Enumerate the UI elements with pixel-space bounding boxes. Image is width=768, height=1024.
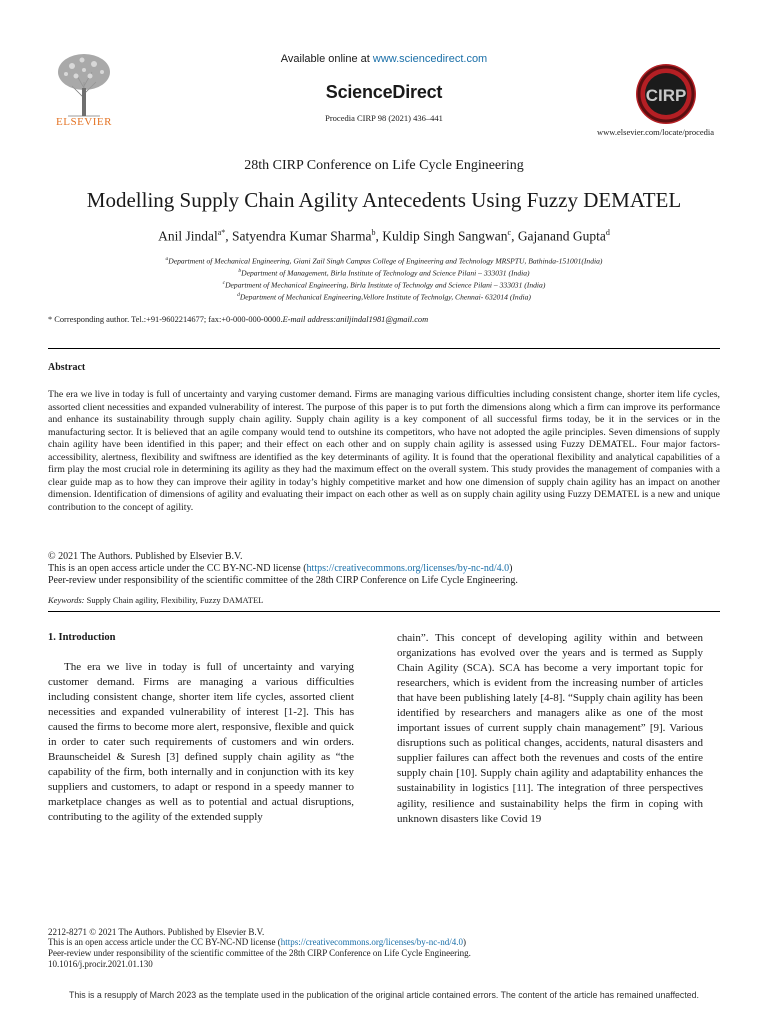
keywords: Keywords: Supply Chain agility, Flexibility, Fuzzy DAMATEL (48, 595, 264, 605)
author-3-sup: c (507, 228, 512, 237)
intro-paragraph-1: The era we live in today is full of uncertainty and varying customer demand. Firms are managing a various difficulties including consistent change, shorter item life cycles, assorted client necessities and expanded vulnerability of interest [1-2]. This has caused the firms to become more alert, responsive, flexible and quick in order to cater such requirements of customers and win orders. Braunscheidel & Suresh [3] defined supply chain agility as “the capability of the firm, both internally and in conjunction with its key suppliers and customers, to adapt or respond in a speedy manner to marketplace changes as well as to potential and actual disruptions, contributing to the agility of the extended supply (48, 661, 354, 824)
divider-top (48, 348, 720, 349)
affiliation-d: $^d$Department of Mechanical Engineering,Vellore Institute of Technolgy, Chennai- 632014 (India) (237, 292, 531, 302)
author-2-sup: b (371, 228, 376, 237)
footer-doi[interactable]: 10.1016/j.procir.2021.01.130 (48, 959, 153, 969)
section-heading-introduction: 1. Introduction (48, 632, 116, 643)
conference-name: 28th CIRP Conference on Life Cycle Engineering (244, 158, 524, 173)
sciencedirect-brand: ScienceDirect (325, 82, 443, 102)
author-2: Satyendra Kumar Sharma (232, 228, 372, 244)
intro-column-left (48, 660, 354, 826)
footer-peer-review: Peer-review under responsibility of the scientific committee of the 28th CIRP Conference on Life Cycle Engineering. (48, 948, 471, 958)
paper-title: Modelling Supply Chain Agility Antecedents Using Fuzzy DEMATEL (86, 188, 682, 212)
author-email[interactable]: E-mail address:aniljindal1981@gmail.com (282, 315, 429, 324)
keywords-label: Keywords: (48, 595, 85, 605)
resupply-note: This is a resupply of March 2023 as the template used in the publication of the original article contained errors. The content of the article has remained unaffected. (69, 990, 699, 1000)
available-online: Available online at www.sciencedirect.com (280, 53, 488, 65)
peer-review: Peer-review under responsibility of the scientific committee of the 28th CIRP Conference on Life Cycle Engineering. (48, 575, 518, 586)
copyright: © 2021 The Authors. Published by Elsevier B.V. (48, 551, 243, 562)
divider-bottom (48, 611, 720, 612)
journal-website[interactable]: www.elsevier.com/locate/procedia (597, 127, 714, 137)
author-1: Anil Jindal (158, 228, 218, 244)
author-4-sup: d (605, 228, 610, 237)
author-list: Anil Jindal$^{a*}$, Satyendra Kumar Sharma$^b$, Kuldip Singh Sangwan$^c$, Gajanand Gupta$^d$ (158, 228, 610, 244)
journal-reference: Procedia CIRP 98 (2021) 436–441 (325, 113, 443, 123)
intro-paragraph-2: chain”. This concept of developing agility within and between organizations has evolved over the years and is termed as Supply Chain Agility (SCA). SCA has become a very important topic for researchers, which is evident from the increasing number of articles that have been publishing lately [4-8]. “Supply chain agility has been identified by researchers and managers alike as one of the most important issues of current supply chain management” [9]. Various disruptions such as political changes, accidents, natural disasters and supplier failures can affect both the revenues and costs of the entire supply chain [10]. Supply chain agility and adaptability enhances the sustainability in logistics [11]. The integration of three perspectives agility, resilience and sustainability helps the firm in coping with unknown disasters like Covid 19 (397, 632, 703, 825)
intro-column-right (397, 631, 703, 827)
corresponding-author: * Corresponding author. Tel.:+91-9602214677; fax:+0-000-000-0000.E-mail address:aniljindal1981@gmail.com (48, 315, 429, 324)
footer-issn: 2212-8271 © 2021 The Authors. Published by Elsevier B.V. (48, 927, 265, 937)
author-4: Gajanand Gupta (517, 228, 606, 244)
author-3: Kuldip Singh Sangwan (382, 228, 508, 244)
cirp-logo-text: CIRP (645, 86, 687, 105)
author-1-sup: a* (217, 228, 226, 237)
abstract-text: The era we live in today is full of uncertainty and varying customer demand. Firms are managing various difficulties including consistent change, shorter item life cycles, assorted client necessities and expanded vulnerability of interest. The purpose of this paper is to put forth the dimensions along which a firm can improve its performance and enhance its sustainability through supply chain agility. Supply chain agility is a key component of all successful firms today, be it in the services or in the manufacturing sector. It is believed that an agile company would tend to outshine its competitors, who have not adopted the agile principles. Seven dimensions of supply chain agility have been identified in this paper; and their effect on each other and on supply chain agility is assessed using Fuzzy DEMATEL. Four major factors- accessibility, alertness, flexibility and swiftness are identified as the key determinants of agility. It is found that the operational flexibility and analytical capabilities of a firm play the most crucial role in determining its agility as they had the maximum effect on the overall system. This study provides the management of companies with a clear guide map as to how they can improve their agility in today’s highly competitive market and how one dimension of supply chain agility has an impact on another dimension. Identification of dimensions of agility and evaluating their impact on each other as well as on supply chain agility using Fuzzy DEMATEL is a new and unique contribution to the concept of agility. (48, 389, 720, 513)
license-notice: This is an open access article under the CC BY-NC-ND license (https://creativecommons.org/licenses/by-nc-nd/4.0) (48, 563, 513, 574)
cirp-logo (630, 62, 702, 126)
affiliation-a: $^a$Department of Mechanical Engineering, Giani Zail Singh Campus College of Engineering and Technology MRSPTU, Bathinda-151001(India) (165, 256, 603, 266)
publisher-name: ELSEVIER (56, 116, 112, 128)
affiliation-b: $^b$Department of Management, Birla Institute of Technology and Science Pilani – 333031 (India) (238, 268, 530, 278)
sciencedirect-link[interactable]: www.sciencedirect.com (372, 53, 488, 65)
footer-license: This is an open access article under the CC BY-NC-ND license (https://creativecommons.org/licenses/by-nc-nd/4.0) (48, 937, 466, 947)
abstract-heading: Abstract (48, 362, 86, 373)
affiliation-c: $^c$Department of Mechanical Engineering, Birla Institute of Technolgy and Science Pilani – 333031 (India) (222, 280, 546, 290)
footer-license-link[interactable]: https://creativecommons.org/licenses/by-nc-nd/4.0 (280, 937, 463, 947)
license-link[interactable]: https://creativecommons.org/licenses/by-nc-nd/4.0 (306, 563, 510, 574)
